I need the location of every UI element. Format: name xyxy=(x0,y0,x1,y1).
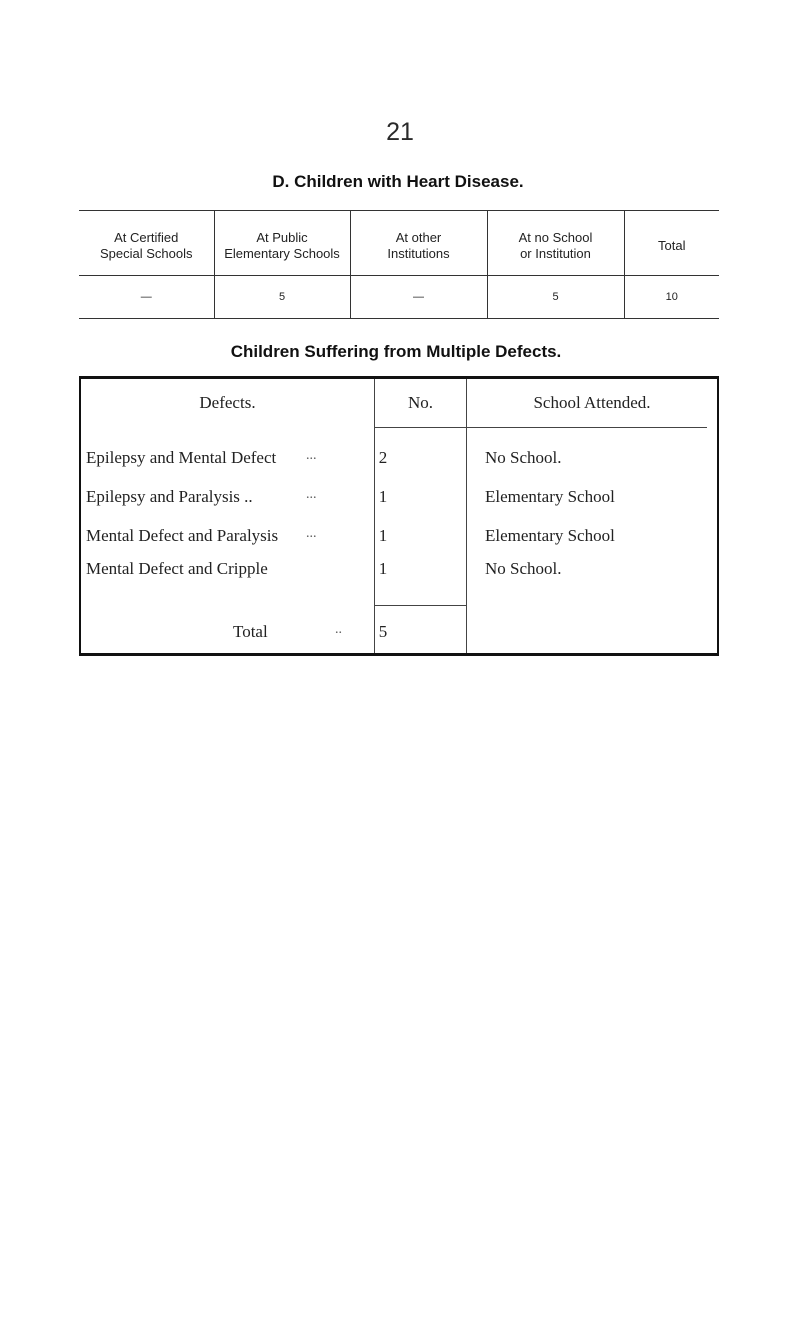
leader-dots: ... xyxy=(306,526,317,541)
heart-disease-value-row xyxy=(79,276,719,319)
header-defects: Defects. xyxy=(199,393,256,412)
header-no-school: At no School or Institution xyxy=(487,211,624,276)
total-label: Total xyxy=(233,622,268,641)
defect-count: 2 xyxy=(378,448,388,467)
value-certified-special: — xyxy=(79,276,214,319)
value-total: 10 xyxy=(624,276,719,319)
table-row xyxy=(81,559,717,585)
heart-disease-table xyxy=(79,210,719,319)
header-no: No. xyxy=(407,393,434,412)
header-certified-special: At Certified Special Schools xyxy=(79,211,214,276)
page-number: 21 xyxy=(386,118,414,146)
value-no-school: 5 xyxy=(487,276,624,319)
school-attended: No School. xyxy=(485,448,562,467)
school-attended: Elementary School xyxy=(485,487,615,506)
leader-dots: ... xyxy=(306,487,317,502)
header-other-institutions: At other Institutions xyxy=(350,211,487,276)
heart-disease-title: D. Children with Heart Disease. xyxy=(272,172,524,191)
value-other-institutions: — xyxy=(350,276,487,319)
total-leader-dots: .. xyxy=(335,622,342,637)
multiple-defects-table xyxy=(79,376,719,656)
defect-name: Epilepsy and Mental Defect xyxy=(86,448,277,467)
defect-name: Mental Defect and Paralysis xyxy=(86,526,279,545)
leader-dots: ... xyxy=(306,448,317,463)
header-rule xyxy=(375,427,466,428)
heart-disease-header-row xyxy=(79,211,719,276)
header-public-elementary: At Public Elementary Schools xyxy=(214,211,350,276)
school-attended: No School. xyxy=(485,559,562,578)
defect-count: 1 xyxy=(378,559,388,578)
table-row xyxy=(81,487,717,513)
table-row xyxy=(81,526,717,552)
school-attended: Elementary School xyxy=(485,526,615,545)
value-public-elementary: 5 xyxy=(214,276,350,319)
total-rule xyxy=(375,605,466,606)
table-row xyxy=(81,448,717,474)
multiple-defects-title: Children Suffering from Multiple Defects. xyxy=(230,342,562,361)
defect-count: 1 xyxy=(378,487,388,506)
defect-name: Mental Defect and Cripple xyxy=(86,559,268,578)
header-school-attended: School Attended. xyxy=(533,393,651,412)
total-value: 5 xyxy=(378,622,388,641)
header-rule xyxy=(467,427,707,428)
header-total: Total xyxy=(624,211,719,276)
defect-name: Epilepsy and Paralysis .. xyxy=(86,487,253,506)
defect-count: 1 xyxy=(378,526,388,545)
